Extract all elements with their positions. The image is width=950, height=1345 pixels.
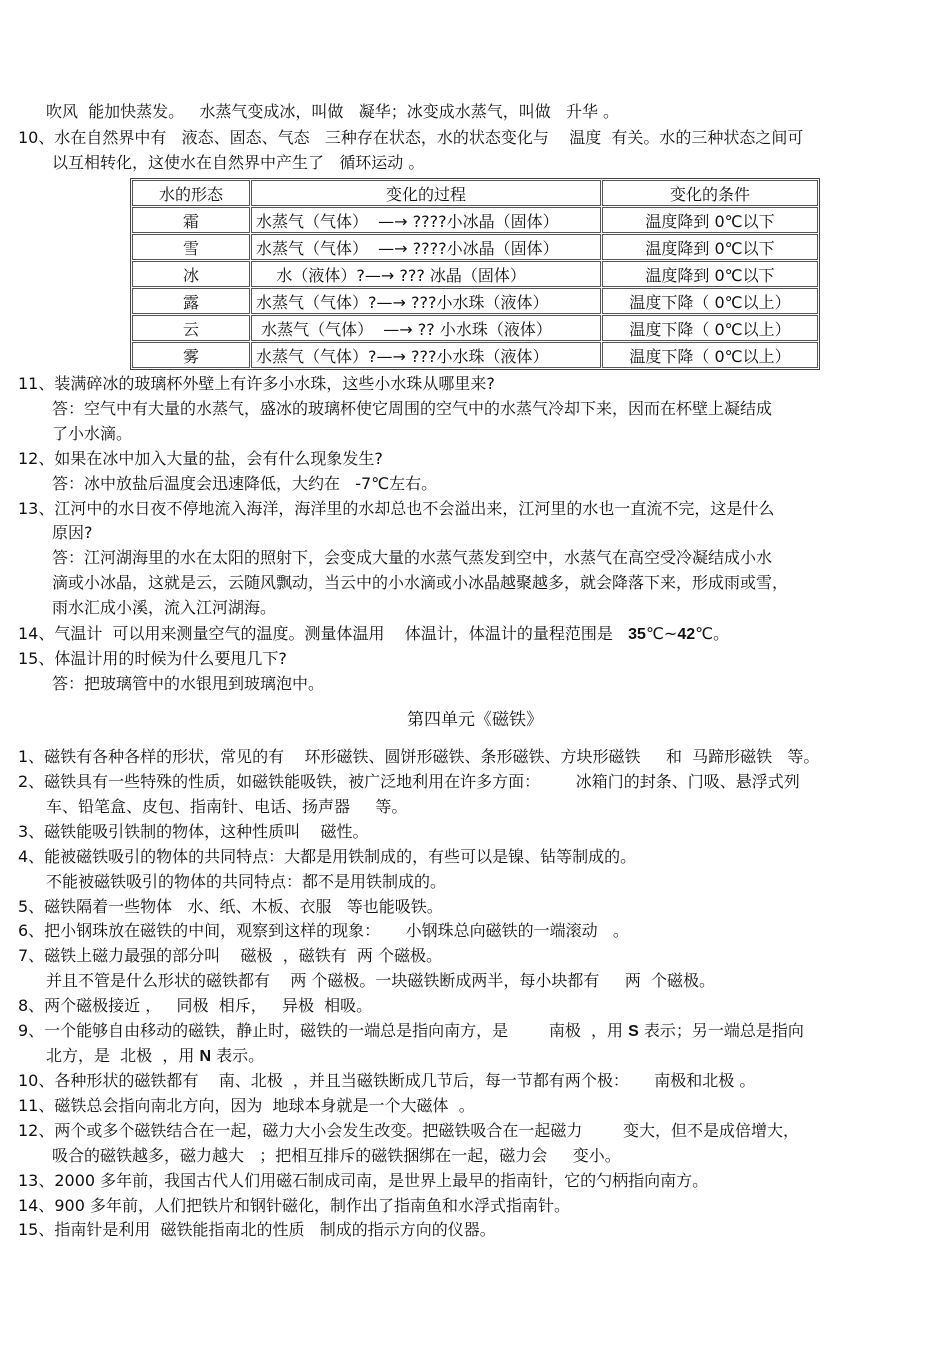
table-cell: 霜 bbox=[132, 207, 250, 233]
magnet-item-6: 6、把小钢珠放在磁铁的中间，观察到这样的现象： 小钢珠总向磁铁的一端滚动 。 bbox=[18, 921, 629, 940]
table-cell: 水蒸气（气体） —→ ????小冰晶（固体） bbox=[251, 207, 601, 233]
question-12: 12、如果在冰中加入大量的盐，会有什么现象发生? bbox=[18, 449, 383, 468]
range-min: 35 bbox=[628, 626, 646, 643]
question-15: 15、体温计用的时候为什么要甩几下? bbox=[18, 649, 287, 668]
text-line bbox=[46, 1045, 264, 1068]
table-cell: 水蒸气（气体） —→ ????小冰晶（固体） bbox=[251, 234, 601, 260]
text-line: 吸合的磁铁越多，磁力越大 ；把相互排斥的磁铁捆绑在一起，磁力会 变小。 bbox=[52, 1146, 621, 1165]
table-cell: 水蒸气（气体） —→ ?? 小水珠（液体） bbox=[251, 315, 601, 341]
table-cell: 云 bbox=[132, 315, 250, 341]
range-separator: ℃~ bbox=[645, 624, 678, 643]
table-cell: 温度下降（ 0℃以上） bbox=[602, 315, 818, 341]
magnet-item-9 bbox=[18, 1020, 804, 1043]
table-cell: 水蒸气（气体）?—→ ???小水珠（液体） bbox=[251, 288, 601, 314]
water-states-table bbox=[130, 178, 820, 370]
table-cell: 温度下降（ 0℃以上） bbox=[602, 288, 818, 314]
table-row bbox=[132, 234, 818, 260]
table-cell: 温度下降（ 0℃以上） bbox=[602, 342, 818, 368]
table-row bbox=[132, 288, 818, 314]
table-row bbox=[132, 342, 818, 368]
text-line: 原因? bbox=[52, 523, 93, 542]
magnet-item-5: 5、磁铁隔着一些物体 水、纸、木板、衣服 等也能吸铁。 bbox=[18, 897, 443, 916]
magnet-item-1: 1、磁铁有各种各样的形状，常见的有 环形磁铁、圆饼形磁铁、条形磁铁、方块形磁铁 和 马蹄形磁铁 等。 bbox=[18, 747, 820, 766]
range-max: 42 bbox=[677, 626, 696, 643]
magnet-item-7: 7、磁铁上磁力最强的部分叫 磁极 ，磁铁有 两 个磁极。 bbox=[18, 946, 442, 965]
magnet-item-9-text: 北方，是 北极 ，用 bbox=[46, 1046, 200, 1065]
table-row bbox=[132, 207, 818, 233]
magnet-item-8: 8、两个磁极接近 ， 同极 相斥， 异极 相吸。 bbox=[18, 996, 373, 1015]
answer-line: 答：空气中有大量的水蒸气，盛冰的玻璃杯使它周围的空气中的水蒸气冷却下来，因而在杯壁上凝结成 bbox=[52, 399, 773, 418]
magnet-item-9-text: 表示；另一端总是指向 bbox=[638, 1021, 804, 1040]
answer-line: 答：江河湖海里的水在太阳的照射下，会变成大量的水蒸气蒸发到空中，水蒸气在高空受冷凝结成小水 bbox=[52, 548, 773, 567]
table-cell: 露 bbox=[132, 288, 250, 314]
table-cell: 冰 bbox=[132, 261, 250, 287]
table-cell: 温度降到 0℃以下 bbox=[602, 207, 818, 233]
answer-line: 雨水汇成小溪，流入江河湖海。 bbox=[52, 598, 277, 617]
magnet-item-11: 11、磁铁总会指向南北方向，因为 地球本身就是一个大磁体 。 bbox=[18, 1096, 475, 1115]
text-line: 不能被磁铁吸引的物体的共同特点：都不是用铁制成的。 bbox=[46, 872, 447, 891]
text-line: 吹风 能加快蒸发。 水蒸气变成冰，叫做 凝华；冰变成水蒸气，叫做 升华 。 bbox=[46, 102, 620, 121]
text-line: 以互相转化，这使水在自然界中产生了 循环运动 。 bbox=[52, 153, 425, 172]
magnet-item-3: 3、磁铁能吸引铁制的物体，这种性质叫 磁性。 bbox=[18, 822, 369, 841]
question-11: 11、装满碎冰的玻璃杯外壁上有许多小水珠，这些小水珠从哪里来? bbox=[18, 374, 495, 393]
table-cell: 雾 bbox=[132, 342, 250, 368]
question-13: 13、江河中的水日夜不停地流入海洋，海洋里的水却总也不会溢出来，江河里的水也一直流不完，这是什么 bbox=[18, 499, 775, 518]
answer-line: 了小水滴。 bbox=[52, 424, 133, 443]
question-14-text: 14、气温计 可以用来测量空气的温度。测量体温用 体温计，体温计的量程范围是 bbox=[18, 624, 629, 643]
magnet-item-12: 12、两个或多个磁铁结合在一起，磁力大小会发生改变。把磁铁吸合在一起磁力 变大，但不是成倍增大， bbox=[18, 1121, 800, 1140]
magnet-item-13: 13、2000 多年前，我国古代人们用磁石制成司南，是世界上最早的指南针，它的勺柄指向南方。 bbox=[18, 1171, 709, 1190]
magnet-item-4: 4、能被磁铁吸引的物体的共同特点：大都是用铁制成的，有些可以是镍、钻等制成的。 bbox=[18, 847, 637, 866]
magnet-item-15: 15、指南针是利用 磁铁能指南北的性质 制成的指示方向的仪器。 bbox=[18, 1220, 496, 1239]
answer-line: 答：冰中放盐后温度会迅速降低，大约在 -7℃左右。 bbox=[52, 474, 438, 493]
magnet-item-2: 2、磁铁具有一些特殊的性质，如磁铁能吸铁，被广泛地利用在许多方面： 冰箱门的封条、门吸、悬浮式列 bbox=[18, 772, 800, 791]
table-cell: 水蒸气（气体）?—→ ???小水珠（液体） bbox=[251, 342, 601, 368]
table-header-row bbox=[132, 180, 818, 206]
table-row bbox=[132, 315, 818, 341]
table-header: 变化的条件 bbox=[602, 180, 818, 206]
magnet-item-9-text: 9、一个能够自由移动的磁铁，静止时，磁铁的一端总是指向南方，是 南极 ，用 bbox=[18, 1021, 629, 1040]
range-unit: ℃。 bbox=[695, 624, 730, 643]
text-line: 并且不管是什么形状的磁铁都有 两 个磁极。一块磁铁断成两半，每小块都有 两 个磁极。 bbox=[46, 971, 716, 990]
table-row bbox=[132, 261, 818, 287]
table-cell: 水（液体）?—→ ??? 冰晶（固体） bbox=[251, 261, 601, 287]
table-cell: 温度降到 0℃以下 bbox=[602, 234, 818, 260]
question-14 bbox=[18, 623, 729, 646]
answer-line: 答：把玻璃管中的水银甩到玻璃泡中。 bbox=[52, 674, 325, 693]
answer-line: 滴或小冰晶，这就是云，云随风飘动，当云中的小水滴或小冰晶越聚越多，就会降落下来，形成雨或雪， bbox=[52, 573, 789, 592]
section-title: 第四单元《磁铁》 bbox=[407, 710, 543, 730]
south-pole-symbol: S bbox=[628, 1023, 639, 1040]
magnet-item-14: 14、900 多年前，人们把铁片和钢针磁化，制作出了指南鱼和水浮式指南针。 bbox=[18, 1196, 570, 1215]
magnet-item-9-text: 表示。 bbox=[211, 1046, 265, 1065]
question-10: 10、水在自然界中有 液态、固态、气态 三种存在状态，水的状态变化与 温度 有关。水的三种状态之间可 bbox=[18, 128, 804, 147]
text-line: 车、铅笔盒、皮包、指南针、电话、扬声器 等。 bbox=[46, 797, 408, 816]
table-header: 水的形态 bbox=[132, 180, 250, 206]
north-pole-symbol: N bbox=[199, 1048, 211, 1065]
table-cell: 雪 bbox=[132, 234, 250, 260]
table-header: 变化的过程 bbox=[251, 180, 601, 206]
table-cell: 温度降到 0℃以下 bbox=[602, 261, 818, 287]
magnet-item-10: 10、各种形状的磁铁都有 南、北极 ，并且当磁铁断成几节后，每一节都有两个极： 南极和北极 。 bbox=[18, 1071, 756, 1090]
